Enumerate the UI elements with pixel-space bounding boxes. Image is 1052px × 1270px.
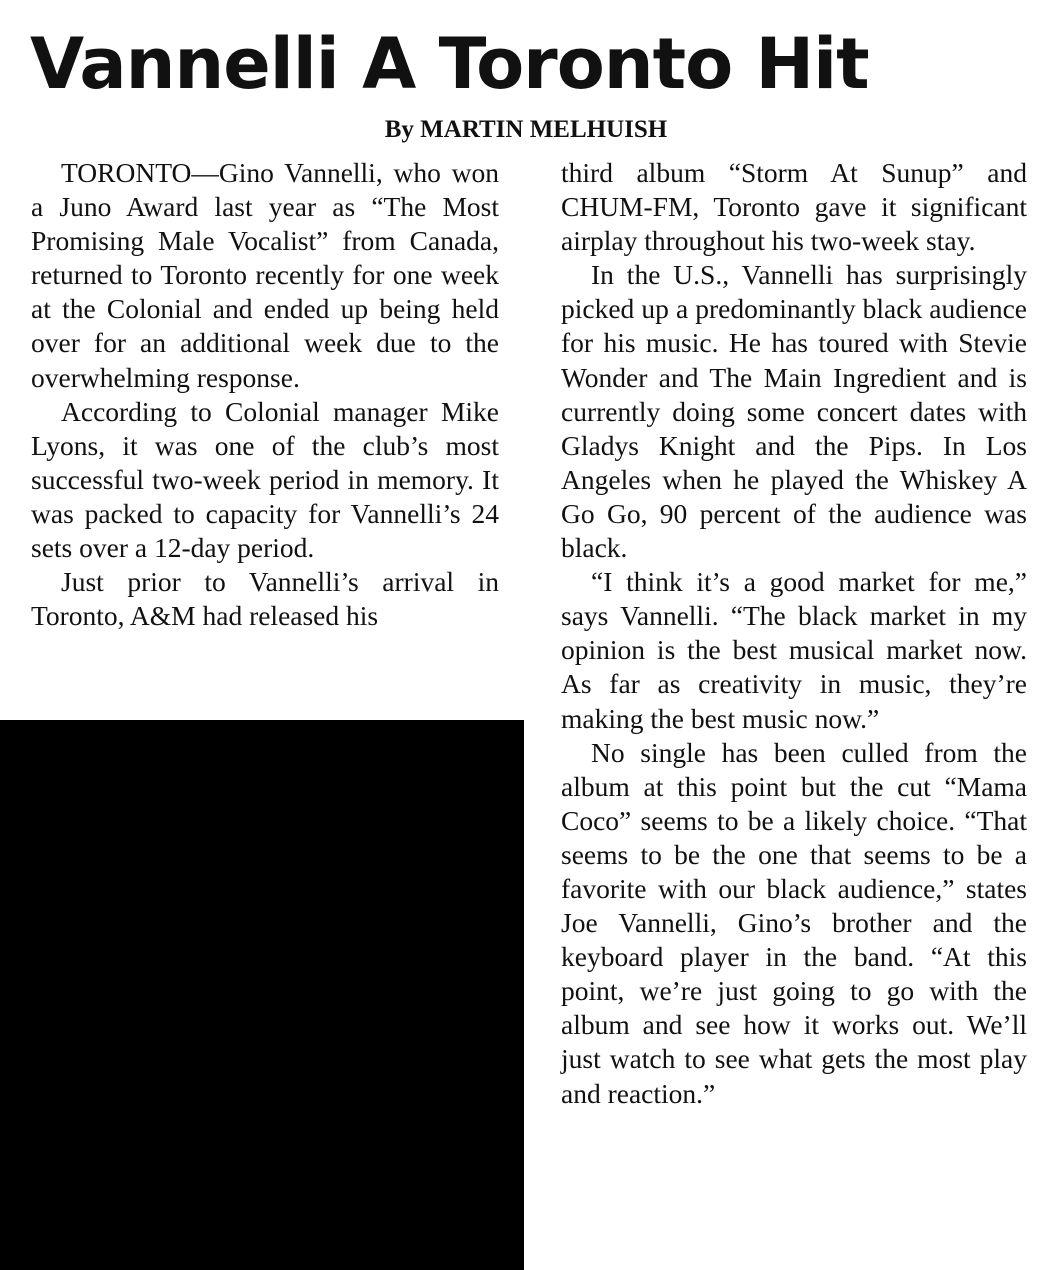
headline: Vannelli A Toronto Hit	[30, 23, 869, 105]
paragraph: TORONTO—Gino Vannelli, who won a Juno Award last year as “The Most Promising Male Vocalist” from Canada, returned to Toronto recently for one week at the Colonial and ended up being held over for an additional week due to the overwhelming response.	[31, 157, 499, 393]
paragraph: Just prior to Vannelli’s arrival in Toronto, A&M had released his	[31, 566, 499, 632]
paragraph: third album “Storm At Sunup” and CHUM-FM, Toronto gave it significant airplay throughout his two-week stay.	[561, 157, 1027, 257]
left-column	[31, 156, 499, 633]
paragraph: In the U.S., Vannelli has surprisingly picked up a predominantly black audience for his music. He has toured with Stevie Wonder and The Main Ingredient and is currently doing some concert dates with Gladys Knight and the Pips. In Los Angeles when he played the Whiskey A Go Go, 90 percent of the audience was black.	[561, 259, 1027, 564]
redacted-area	[0, 720, 524, 1270]
paragraph: “I think it’s a good market for me,” says Vannelli. “The black market in my opinion is the best musical market now. As far as creativity in music, they’re making the best music now.”	[561, 566, 1027, 734]
right-column	[561, 156, 1027, 1111]
paragraph: No single has been culled from the album at this point but the cut “Mama Coco” seems to be a likely choice. “That seems to be the one that seems to be a favorite with our black audience,” states Joe Vannelli, Gino’s brother and the keyboard player in the band. “At this point, we’re just going to go with the album and see how it works out. We’ll just watch to see what gets the most play and reaction.”	[561, 736, 1027, 1109]
byline: By MARTIN MELHUISH	[384, 116, 668, 143]
paragraph: According to Colonial manager Mike Lyons, it was one of the club’s most successful two-week period in memory. It was packed to capacity for Vannelli’s 24 sets over a 12-day period.	[31, 395, 499, 564]
